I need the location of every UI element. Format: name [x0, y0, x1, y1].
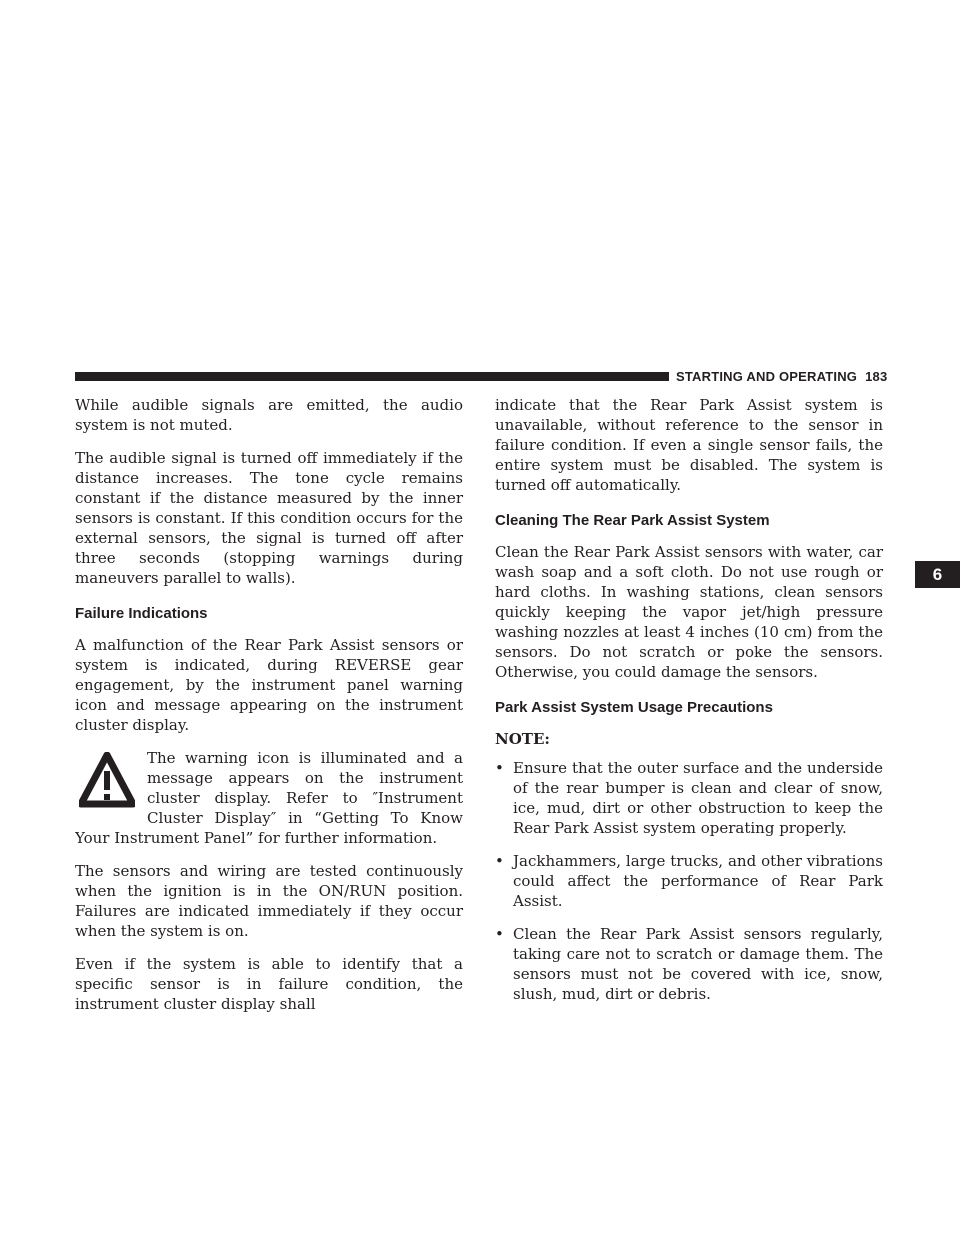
list-item-text: Jackhammers, large trucks, and other vibrations could affect the performance of Rear Park Assist.	[513, 852, 883, 910]
heading-cleaning: Cleaning The Rear Park Assist System	[495, 512, 770, 529]
bullet-glyph: •	[495, 759, 504, 777]
paragraph-specific-sensor: Even if the system is able to identify that a specific sensor is in failure condition, the instrument cluster display shall	[75, 955, 463, 1013]
paragraph-audio-not-muted: While audible signals are emitted, the audio system is not muted.	[75, 396, 463, 434]
bullet-glyph: •	[495, 925, 504, 943]
paragraph-audible-signal: The audible signal is turned off immediately if the distance increases. The tone cycle remains constant if the distance measured by the inner sensors is constant. If this condition occurs for the external sensors, the signal is turned off after three seconds (stopping warnings during maneuvers parallel to walls).	[75, 449, 463, 587]
list-item	[495, 851, 883, 911]
warning-icon-block	[75, 748, 463, 848]
heading-failure-indications: Failure Indications	[75, 605, 208, 622]
running-header	[676, 369, 887, 384]
list-item	[495, 924, 883, 1004]
warning-triangle-icon	[79, 752, 135, 810]
chapter-tab: 6	[915, 561, 960, 588]
list-item-text: Ensure that the outer surface and the underside of the rear bumper is clean and clear of snow, ice, mud, dirt or other obstruction to keep the Rear Park Assist system operating properly.	[513, 759, 883, 837]
page-number: 183	[865, 369, 888, 384]
section-title: STARTING AND OPERATING	[676, 369, 858, 384]
left-column	[75, 395, 463, 1027]
header-rule	[75, 372, 669, 381]
paragraph-cleaning: Clean the Rear Park Assist sensors with water, car wash soap and a soft cloth. Do not use rough or hard cloths. In washing stations, clean sensors quickly keeping the vapor jet/high pressure washing nozzles at least 4 inches (10 cm) from the sensors. Do not scratch or poke the sensors. Otherwise, you could damage the sensors.	[495, 543, 883, 681]
paragraph-malfunction: A malfunction of the Rear Park Assist sensors or system is indicated, during REVERSE gear engagement, by the instrument panel warning icon and message appearing on the instrument cluster display.	[75, 636, 463, 734]
paragraph-sensors-tested: The sensors and wiring are tested continuously when the ignition is in the ON/RUN position. Failures are indicated immediately if they occur when the system is on.	[75, 862, 463, 940]
note-label: NOTE:	[495, 730, 550, 748]
paragraph-warning-icon: The warning icon is illuminated and a message appears on the instrument cluster display. Refer to ″Instrument Cluster Display″ in “Getting To Know Your Instrument Panel” for further information.	[75, 749, 463, 847]
list-item	[495, 758, 883, 838]
heading-precautions: Park Assist System Usage Precautions	[495, 699, 773, 716]
precautions-list	[495, 758, 883, 1004]
bullet-glyph: •	[495, 852, 504, 870]
list-item-text: Clean the Rear Park Assist sensors regularly, taking care not to scratch or damage them. The sensors must not be covered with ice, snow, slush, mud, dirt or debris.	[513, 925, 883, 1003]
paragraph-system-unavailable: indicate that the Rear Park Assist system is unavailable, without reference to the sensor in failure condition. If even a single sensor fails, the entire system must be disabled. The system is turned off automatically.	[495, 396, 883, 494]
right-column	[495, 395, 883, 1017]
